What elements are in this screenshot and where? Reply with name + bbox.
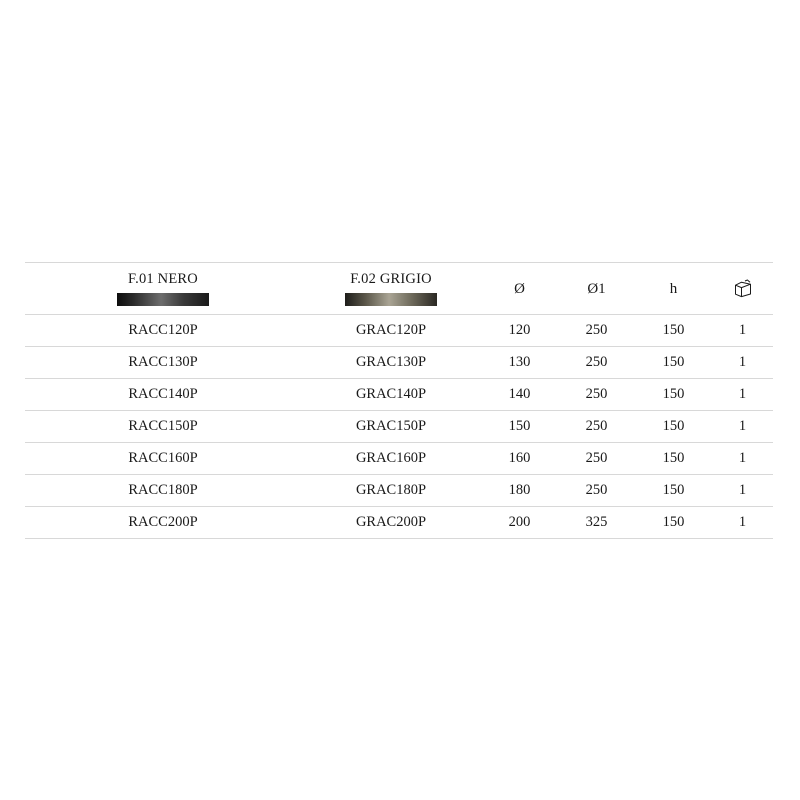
header-cell-diameter (481, 263, 558, 315)
color-swatch-nero (117, 293, 209, 306)
cell-diameter1: 250 (558, 411, 635, 443)
cell-quantity: 1 (712, 443, 773, 475)
cell-height: 150 (635, 475, 712, 507)
cell-code-grigio: GRAC180P (301, 475, 481, 507)
cell-diameter1: 325 (558, 507, 635, 539)
cell-code-nero: RACC150P (25, 411, 301, 443)
cell-code-nero: RACC120P (25, 315, 301, 347)
cell-code-grigio: GRAC150P (301, 411, 481, 443)
cell-diameter1: 250 (558, 347, 635, 379)
cell-diameter: 180 (481, 475, 558, 507)
cell-diameter: 150 (481, 411, 558, 443)
cell-diameter1: 250 (558, 379, 635, 411)
table-row (25, 379, 773, 411)
header-label-grigio: F.02 GRIGIO (350, 271, 432, 287)
cell-diameter1: 250 (558, 443, 635, 475)
header-label-nero: F.01 NERO (128, 271, 198, 287)
box-icon (732, 278, 754, 300)
cell-quantity: 1 (712, 379, 773, 411)
cell-quantity: 1 (712, 475, 773, 507)
cell-diameter: 160 (481, 443, 558, 475)
header-cell-nero (25, 263, 301, 315)
header-row (25, 263, 773, 315)
cell-diameter1: 250 (558, 315, 635, 347)
product-spec-table (25, 262, 773, 539)
cell-quantity: 1 (712, 315, 773, 347)
table-body (25, 315, 773, 539)
header-label-diameter: Ø (514, 280, 525, 297)
color-swatch-grigio (345, 293, 437, 306)
header-cell-height (635, 263, 712, 315)
header-cell-grigio (301, 263, 481, 315)
header-label-diameter1: Ø1 (587, 280, 606, 297)
cell-code-nero: RACC160P (25, 443, 301, 475)
header-cell-diameter1 (558, 263, 635, 315)
cell-height: 150 (635, 443, 712, 475)
cell-quantity: 1 (712, 411, 773, 443)
cell-code-nero: RACC130P (25, 347, 301, 379)
cell-height: 150 (635, 411, 712, 443)
table-row (25, 443, 773, 475)
cell-code-grigio: GRAC120P (301, 315, 481, 347)
header-label-height: h (669, 280, 678, 297)
cell-quantity: 1 (712, 507, 773, 539)
cell-diameter: 140 (481, 379, 558, 411)
cell-diameter: 130 (481, 347, 558, 379)
cell-quantity: 1 (712, 347, 773, 379)
table-row (25, 475, 773, 507)
cell-height: 150 (635, 347, 712, 379)
table-row (25, 347, 773, 379)
cell-code-nero: RACC180P (25, 475, 301, 507)
cell-code-nero: RACC200P (25, 507, 301, 539)
table-header (25, 263, 773, 315)
cell-diameter: 120 (481, 315, 558, 347)
table-row (25, 411, 773, 443)
cell-diameter: 200 (481, 507, 558, 539)
header-cell-packaging (712, 263, 773, 315)
cell-code-grigio: GRAC200P (301, 507, 481, 539)
cell-code-grigio: GRAC130P (301, 347, 481, 379)
cell-diameter1: 250 (558, 475, 635, 507)
cell-code-grigio: GRAC160P (301, 443, 481, 475)
table-row (25, 315, 773, 347)
cell-height: 150 (635, 507, 712, 539)
table-row (25, 507, 773, 539)
cell-height: 150 (635, 315, 712, 347)
cell-code-nero: RACC140P (25, 379, 301, 411)
spec-table-container (25, 262, 773, 539)
cell-code-grigio: GRAC140P (301, 379, 481, 411)
cell-height: 150 (635, 379, 712, 411)
